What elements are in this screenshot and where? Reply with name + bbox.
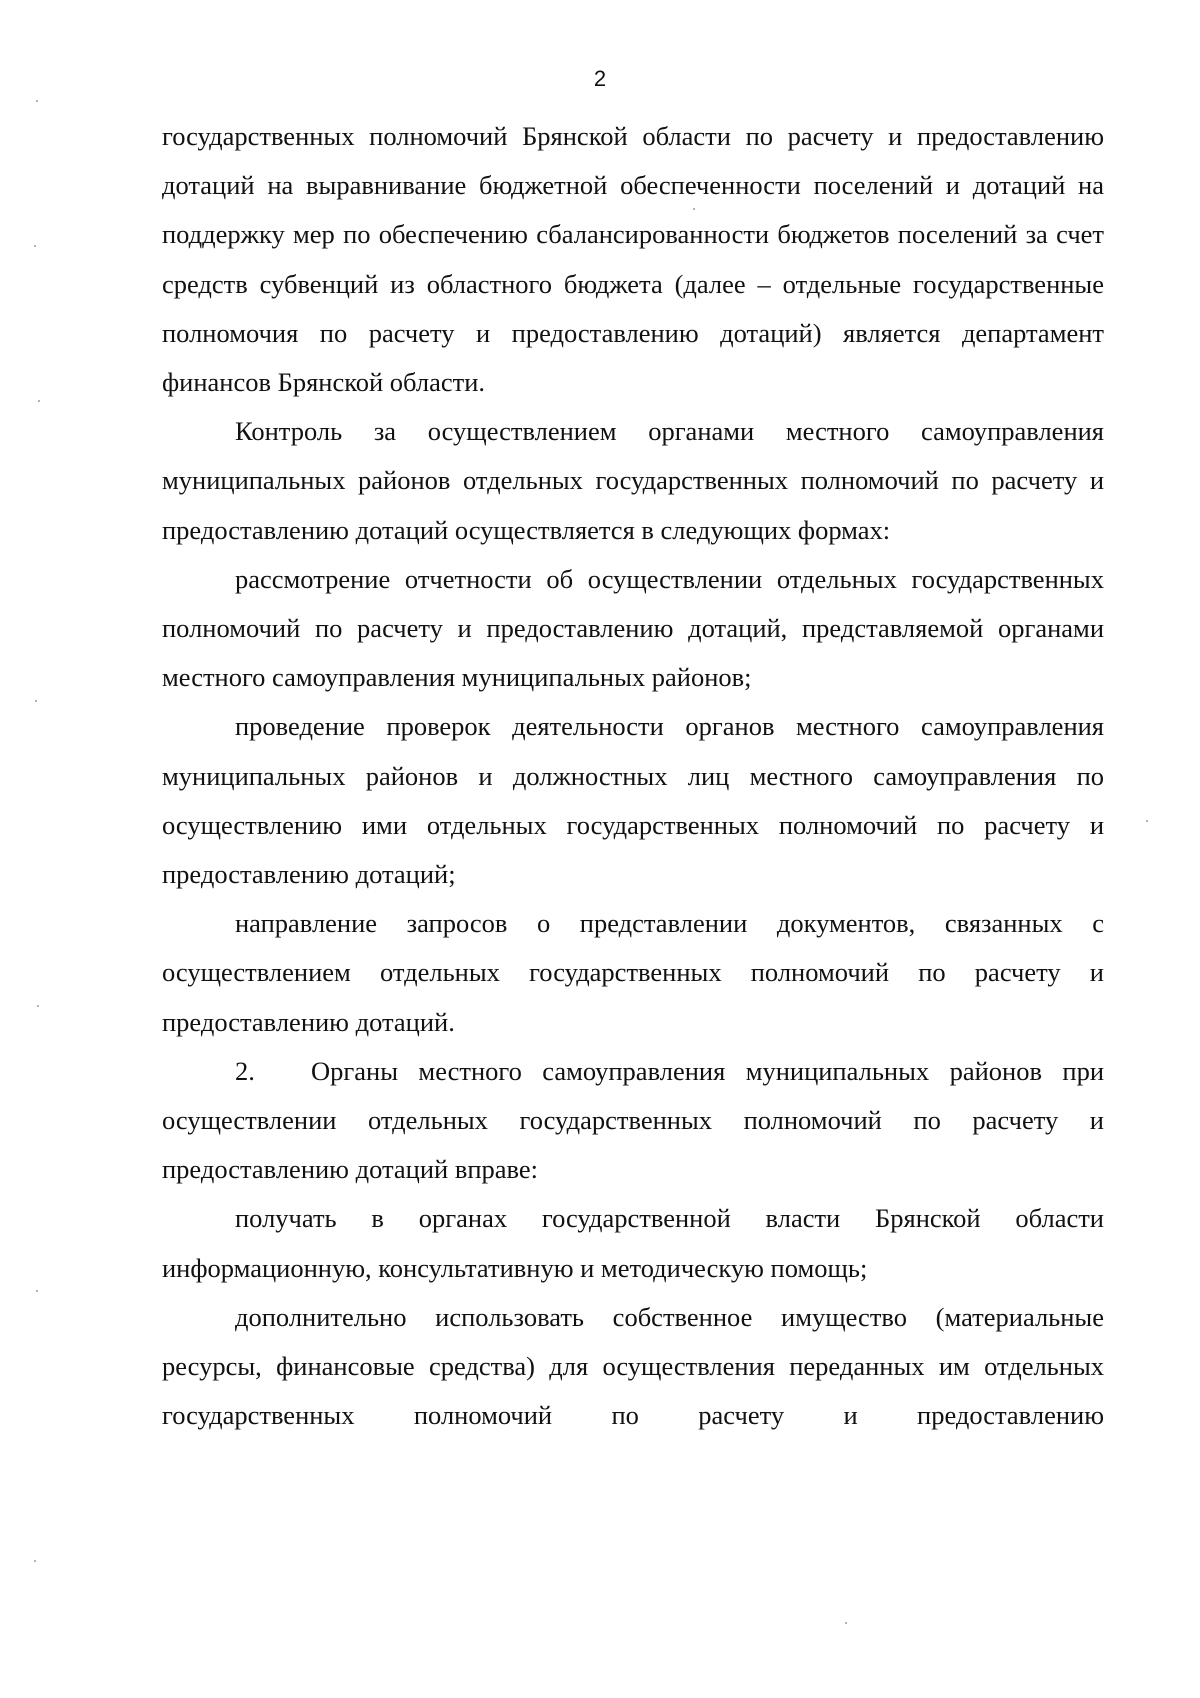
paragraph-form-requests: направление запросов о представлении документов, связанных с осуществлением отдельных государственных полномочий по расчету и предоставлению дотаций. xyxy=(162,908,1104,1037)
scan-speck xyxy=(36,1290,38,1292)
scan-speck xyxy=(38,400,40,402)
paragraph-item-2-text: Органы местного самоуправления муниципальных районов при осуществлении отдельных государственных полномочий по расчету и предоставлению дотаций вправе: xyxy=(162,1055,1104,1185)
scan-speck xyxy=(693,208,695,210)
list-number: 2. xyxy=(235,1055,255,1086)
scan-speck xyxy=(37,1005,39,1007)
paragraph-continuation: государственных полномочий Брянской области по расчету и предоставлению дотаций на выравнивание бюджетной обеспеченности поселений и дотаций на поддержку мер по обеспечению сбалансированности бюджетов поселений за счет средств субвенций из областного бюджета (далее – отдельные государственные полномочия по расчету и предоставлению дотаций) является департамент финансов Брянской области. xyxy=(162,121,1104,398)
paragraph-right-property: дополнительно использовать собственное имущество (материальные ресурсы, финансовые средства) для осуществления переданных им отдельных государственных полномочий по расчету и предоставлению xyxy=(162,1301,1104,1431)
page-number: 2 xyxy=(593,66,607,91)
scan-speck xyxy=(35,700,37,702)
document-body xyxy=(162,112,1104,1440)
scan-speck xyxy=(845,1622,847,1624)
scan-speck xyxy=(34,1560,36,1562)
scan-speck xyxy=(34,245,36,247)
paragraph-control-forms: Контроль за осуществлением органами местного самоуправления муниципальных районов отдельных государственных полномочий по расчету и предоставлению дотаций осуществляется в следующих формах: xyxy=(162,416,1104,545)
scan-speck xyxy=(36,100,38,102)
paragraph-form-inspections: проведение проверок деятельности органов местного самоуправления муниципальных районов и должностных лиц местного самоуправления по осуществлению ими отдельных государственных полномочий по расчету и предоставлению дотаций; xyxy=(162,711,1104,890)
scan-speck xyxy=(1146,820,1148,822)
paragraph-right-assistance: получать в органах государственной власти Брянской области информационную, консультативную и методическую помощь; xyxy=(162,1203,1104,1283)
paragraph-form-reporting: рассмотрение отчетности об осуществлении отдельных государственных полномочий по расчету и предоставлению дотаций, представляемой органами местного самоуправления муниципальных районов; xyxy=(162,563,1104,693)
paragraph-item-2 xyxy=(162,1047,1104,1195)
